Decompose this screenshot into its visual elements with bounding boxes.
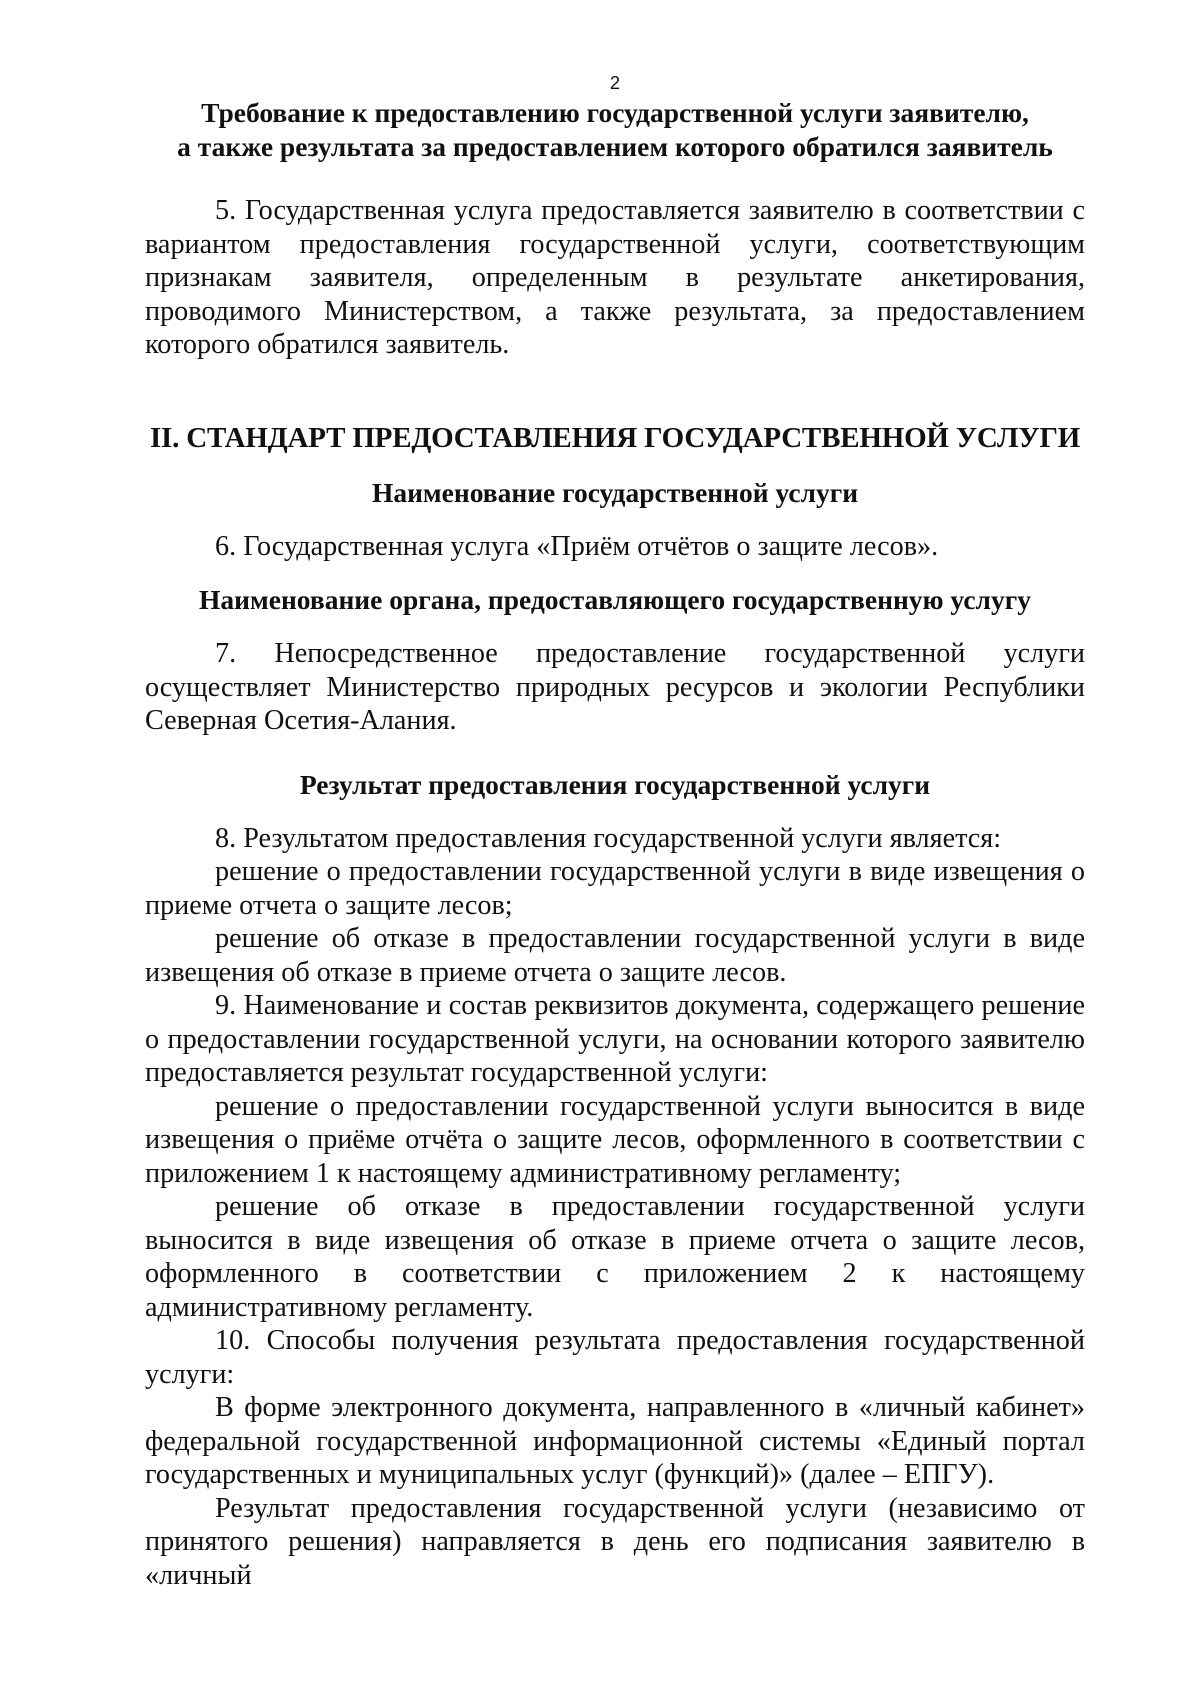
subheading-organ: Наименование органа, предоставляющего государственную услугу <box>199 584 1031 615</box>
heading-requirement-line2: а также результата за предоставлением которого обратился заявитель <box>177 131 1053 162</box>
paragraph-8-item-1: решение о предоставлении государственной услуги в виде извещения о приеме отчета о защите лесов; <box>145 856 1085 921</box>
paragraph-10-item-1: В форме электронного документа, направленного в «личный кабинет» федеральной государственной информационной системы «Единый портал государственных и муниципальных услуг (функций)» (далее – ЕПГУ). <box>145 1392 1085 1490</box>
paragraph-7: 7. Непосредственное предоставление государственной услуги осуществляет Министерство природных ресурсов и экологии Республики Северная Осетия-Алания. <box>145 638 1085 736</box>
paragraph-9: 9. Наименование и состав реквизитов документа, содержащего решение о предоставлении государственной услуги, на основании которого заявителю предоставляется результат государственной услуги: <box>145 990 1085 1088</box>
paragraph-8: 8. Результатом предоставления государственной услуги является: <box>215 822 1002 854</box>
page-number: 2 <box>609 73 620 93</box>
paragraph-8-item-2: решение об отказе в предоставлении государственной услуги в виде извещения об отказе в приеме отчета о защите лесов. <box>145 923 1085 988</box>
paragraph-10-item-2: Результат предоставления государственной услуги (независимо от принятого решения) направляется в день его подписания заявителю в «личный <box>145 1492 1085 1591</box>
paragraph-10: 10. Способы получения результата предоставления государственной услуги: <box>145 1325 1085 1390</box>
paragraph-5: 5. Государственная услуга предоставляется заявителю в соответствии с вариантом предоставления государственной услуги, соответствующим признакам заявителя, определенным в результате анкетирования, проводимого Министерством, а также результата, за предоставлением которого обратился заявитель. <box>145 195 1085 360</box>
subheading-result: Результат предоставления государственной услуги <box>299 768 931 800</box>
paragraph-9-item-1: решение о предоставлении государственной услуги выносится в виде извещения о приёме отчёта о защите лесов, оформленного в соответствии с приложением 1 к настоящему административному регламенту; <box>145 1090 1085 1189</box>
heading-requirement-line1: Требование к предоставлению государственной услуги заявителю, <box>201 97 1029 128</box>
document-page <box>145 72 1085 1592</box>
paragraph-6: 6. Государственная услуга «Приём отчётов о защите лесов». <box>215 530 939 562</box>
subheading-service-name: Наименование государственной услуги <box>371 476 859 508</box>
paragraph-9-item-2: решение об отказе в предоставлении государственной услуги выносится в виде извещения об отказе в приеме отчета о защите лесов, оформленного в соответствии с приложением 2 к настоящему административному регламенту. <box>145 1191 1085 1323</box>
section-2-title: II. СТАНДАРТ ПРЕДОСТАВЛЕНИЯ ГОСУДАРСТВЕННОЙ УСЛУГИ <box>149 421 1081 454</box>
